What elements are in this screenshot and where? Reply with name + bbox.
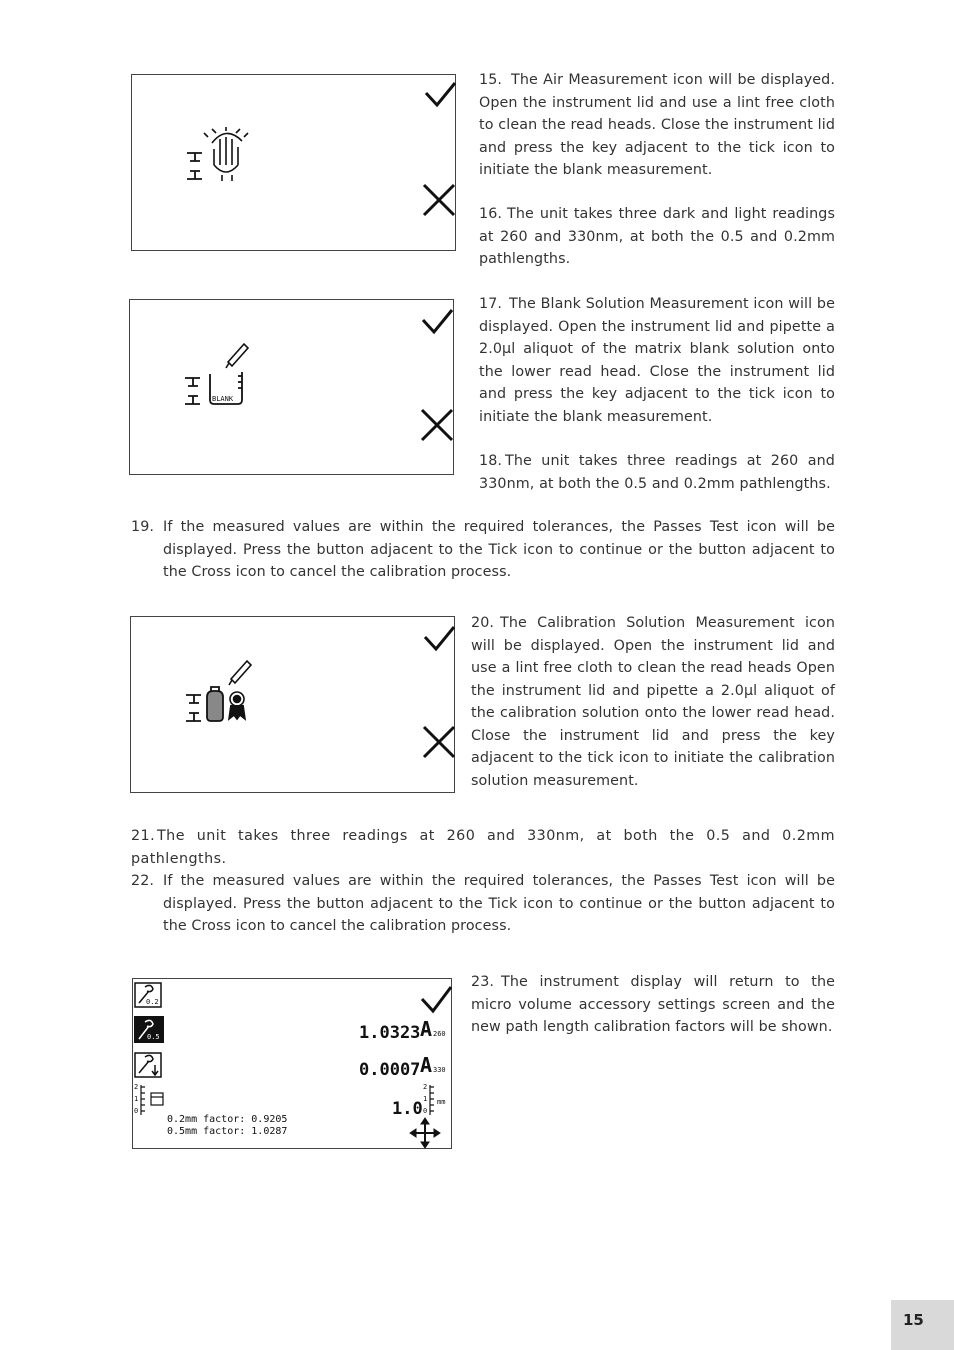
- read-heads-icon: [186, 695, 201, 721]
- blank-label: BLANK: [212, 395, 234, 403]
- step-18: [479, 450, 835, 495]
- tick-icon: [422, 987, 451, 1011]
- left-scale-1: 1: [134, 1095, 139, 1103]
- edit-factor-icon: [135, 1053, 161, 1077]
- absorbance-330-value: 0.0007: [359, 1060, 421, 1080]
- step-19: [131, 516, 835, 584]
- pipette-icon: [229, 661, 251, 685]
- tab-0-2-label: 0.2: [146, 998, 159, 1006]
- step-text: The instrument display will return to the micro volume accessory settings screen and the new path length calibration factors will be shown.: [471, 974, 835, 1035]
- cleaning-hand-icon: [204, 127, 248, 181]
- absorbance-330-symbol: A: [420, 1053, 433, 1077]
- calibration-measurement-screen: [130, 616, 455, 793]
- tick-icon: [426, 83, 455, 105]
- step-text: The unit takes three readings at 260 and 330nm, at both the 0.5 and 0.2mm pathlengths.: [479, 453, 835, 492]
- move-arrows-icon: [410, 1118, 440, 1148]
- accessory-settings-screen: [132, 978, 452, 1149]
- air-measurement-screen: [131, 74, 456, 251]
- step-number: 23.: [471, 974, 495, 990]
- step-23: [471, 971, 835, 1039]
- step-text: The unit takes three readings at 260 and 330nm, at both the 0.5 and 0.2mm pathlengths.: [131, 828, 835, 867]
- pathlength-value: 1.0: [392, 1099, 423, 1119]
- absorbance-330-unit: 330: [433, 1066, 446, 1074]
- right-scale-0: 0: [423, 1107, 428, 1115]
- step-number: 19.: [131, 519, 155, 535]
- absorbance-260-unit: 260: [433, 1030, 446, 1038]
- step-20: [471, 612, 835, 792]
- step-text: The Blank Solution Measurement icon will be displayed. Open the instrument lid and pipette a 2.0µl aliquot of the matrix blank solution onto the lower read head. Close the instrument lid and press the key adjacent to the tick icon to initiate the blank measurement.: [479, 296, 835, 425]
- step-text: The Air Measurement icon will be displayed. Open the instrument lid and use a lint free cloth to clean the read heads. Close the instrument lid and press the key adjacent to the tick icon to initiate the blank measurement.: [479, 72, 835, 178]
- cross-icon: [424, 727, 454, 757]
- passes-award-icon: [229, 692, 245, 719]
- step-text: The Calibration Solution Measurement icon will be displayed. Open the instrument lid and use a lint free cloth to clean the read heads Open the instrument lid and pipette a 2.0µl aliquot of the calibration solution onto the lower read head. Close the instrument lid and press the key adjacent to the tick icon to initiate the calibration solution measurement.: [471, 615, 835, 789]
- tick-icon: [423, 310, 452, 332]
- step-number: 17.: [479, 296, 503, 312]
- step-number: 16.: [479, 206, 503, 222]
- page-number: 15: [891, 1300, 954, 1350]
- step-text: If the measured values are within the required tolerances, the Passes Test icon will be displayed. Press the button adjacent to the Tick icon to continue or the button adjacent to the Cross icon to cancel the calibration process.: [163, 873, 835, 934]
- step-number: 20.: [471, 615, 495, 631]
- step-22: [131, 870, 835, 938]
- tick-icon: [425, 627, 454, 649]
- blank-measurement-screen: [129, 299, 454, 475]
- factor-0-2mm: 0.2mm factor: 0.9205: [167, 1114, 288, 1125]
- tab-0-5-label: 0.5: [147, 1033, 160, 1041]
- absorbance-260-value: 1.0323: [359, 1023, 421, 1043]
- right-scale-2: 2: [423, 1083, 428, 1091]
- pathlength-scale-calendar-icon: [141, 1085, 163, 1115]
- read-heads-icon: [187, 153, 202, 179]
- cross-icon: [422, 410, 452, 440]
- absorbance-260-symbol: A: [420, 1017, 433, 1041]
- pathlength-scale-icon: [430, 1085, 434, 1115]
- factor-0-5mm: 0.5mm factor: 1.0287: [167, 1126, 288, 1137]
- pipette-icon: [226, 344, 248, 368]
- step-number: 18.: [479, 453, 503, 469]
- step-number: 15.: [479, 72, 503, 88]
- left-scale-0: 0: [134, 1107, 139, 1115]
- cross-icon: [424, 185, 454, 215]
- step-number: 22.: [131, 873, 155, 889]
- step-17: [479, 293, 835, 428]
- step-15: [479, 69, 835, 182]
- pathlength-unit: mm: [437, 1098, 446, 1106]
- step-text: If the measured values are within the required tolerances, the Passes Test icon will be displayed. Press the button adjacent to the Tick icon to continue or the button adjacent to the Cross icon to cancel the calibration process.: [163, 519, 835, 580]
- read-heads-icon: [185, 378, 200, 404]
- right-scale-1: 1: [423, 1095, 428, 1103]
- step-text: The unit takes three dark and light readings at 260 and 330nm, at both the 0.5 and 0.2mm pathlengths.: [479, 206, 835, 267]
- left-scale-2: 2: [134, 1083, 139, 1091]
- step-number: 21.: [131, 828, 156, 844]
- step-21: [131, 825, 835, 870]
- step-16: [479, 203, 835, 271]
- calibration-vial-icon: [207, 687, 223, 721]
